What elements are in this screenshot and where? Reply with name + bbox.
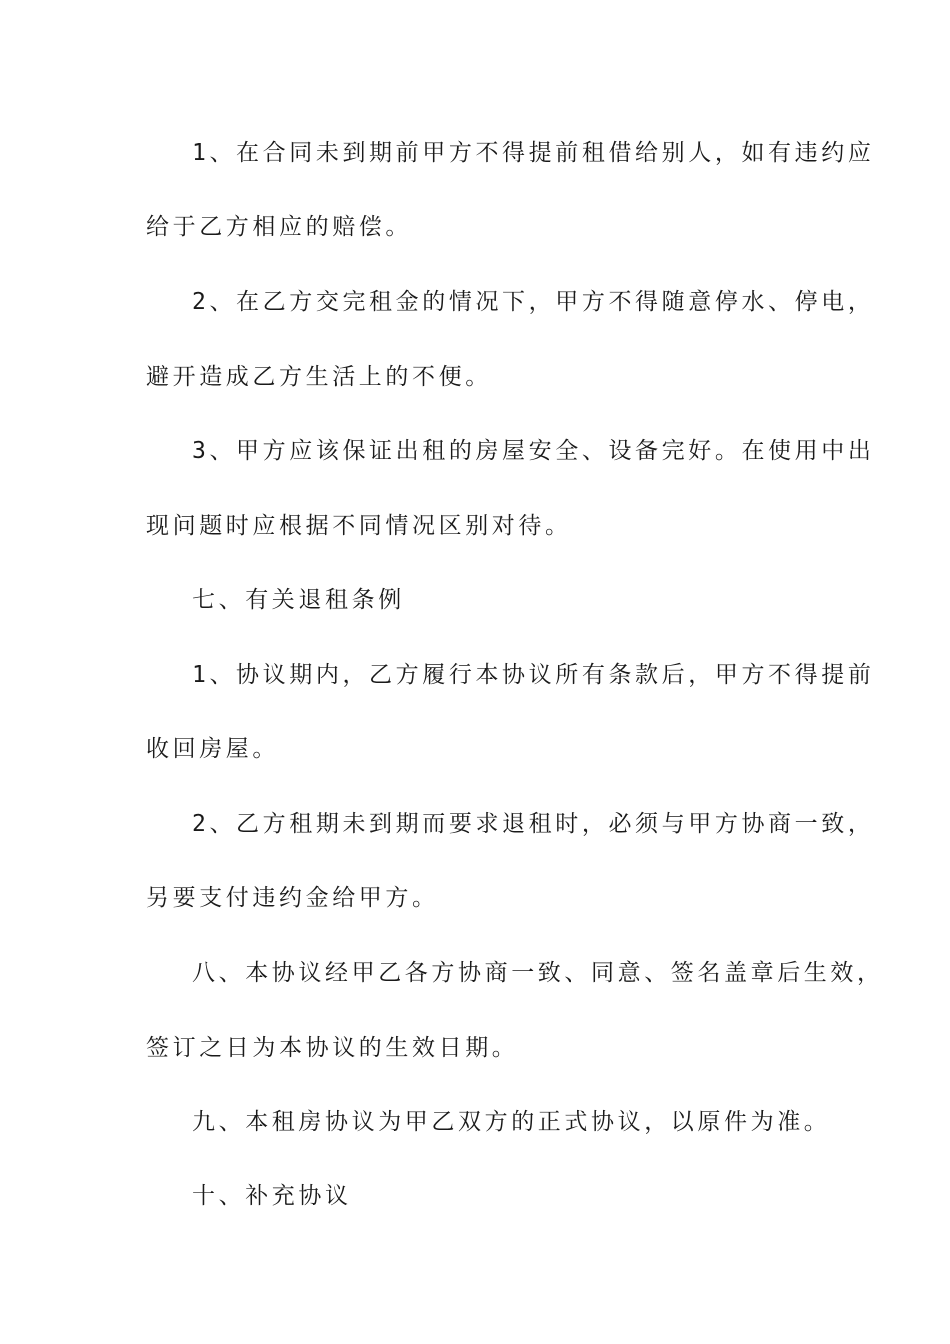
text-line-12: 八、本协议经甲乙各方协商一致、同意、签名盖章后生效， [192, 960, 884, 986]
text-line-14: 九、本租房协议为甲乙双方的正式协议，以原件为准。 [192, 1109, 831, 1135]
text-line-8: 1、协议期内，乙方履行本协议所有条款后，甲方不得提前 [192, 662, 875, 688]
text-line-5: 3、甲方应该保证出租的房屋安全、设备完好。在使用中出 [192, 438, 875, 464]
text-line-11: 另要支付违约金给甲方。 [146, 885, 439, 911]
text-line-3: 2、在乙方交完租金的情况下，甲方不得随意停水、停电， [192, 289, 875, 315]
text-line-4: 避开造成乙方生活上的不便。 [146, 364, 492, 390]
text-line-13: 签订之日为本协议的生效日期。 [146, 1035, 519, 1061]
text-line-1: 1、在合同未到期前甲方不得提前租借给别人，如有违约应 [192, 140, 875, 166]
section-heading-seven: 七、有关退租条例 [192, 587, 405, 613]
text-line-10: 2、乙方租期未到期而要求退租时，必须与甲方协商一致， [192, 811, 875, 837]
text-line-6: 现问题时应根据不同情况区别对待。 [146, 513, 572, 539]
text-line-9: 收回房屋。 [146, 736, 279, 762]
text-line-2: 给于乙方相应的赔偿。 [146, 214, 412, 240]
section-heading-ten: 十、补充协议 [192, 1183, 352, 1209]
